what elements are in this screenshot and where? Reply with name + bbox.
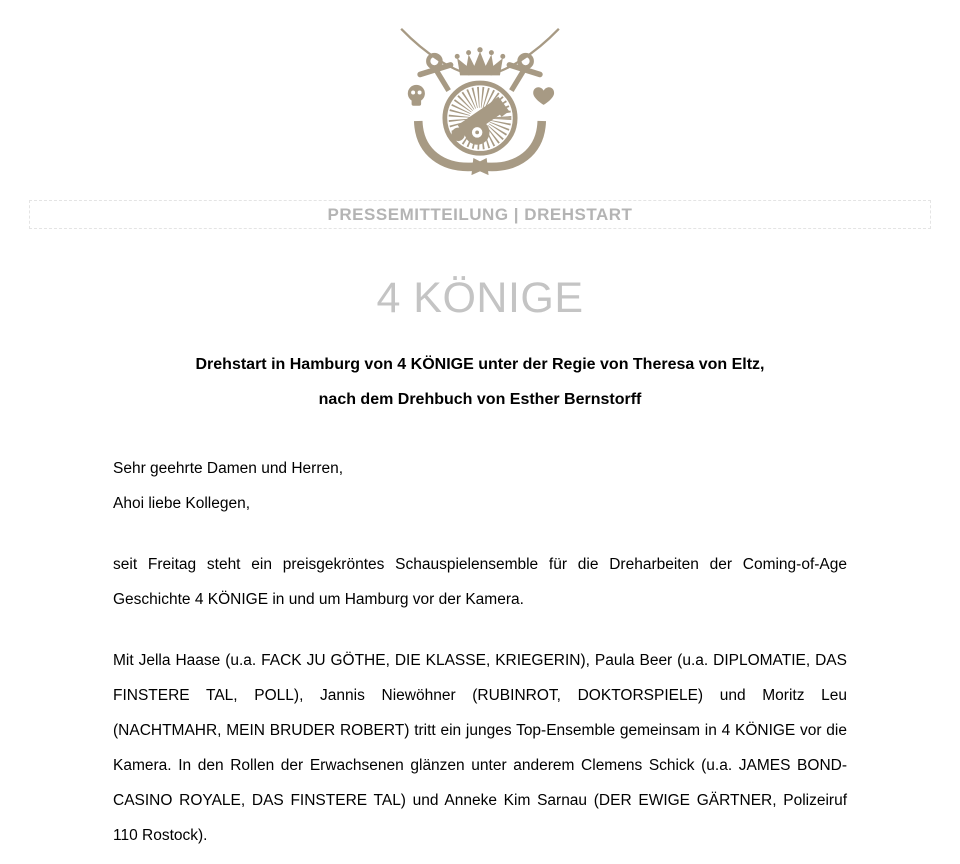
- page-title: 4 KÖNIGE: [376, 274, 584, 322]
- press-bar-label: PRESSEMITTEILUNG | DREHSTART: [327, 205, 633, 224]
- press-bar: [29, 200, 931, 229]
- greeting-line-1: Sehr geehrte Damen und Herren,: [113, 460, 344, 477]
- skull-icon: [408, 85, 425, 106]
- subtitle-line-2: nach dem Drehbuch von Esther Bernstorff: [318, 391, 642, 408]
- logo: [0, 0, 960, 178]
- paragraph-1: seit Freitag steht ein preisgekröntes Schauspielensemble für die Dreharbeiten der Coming-of-Age Geschichte 4 KÖNIGE in und um Hamburg vor der Kamera.: [113, 556, 847, 608]
- body-content: [113, 451, 847, 853]
- subtitle-line-1: Drehstart in Hamburg von 4 KÖNIGE unter der Regie von Theresa von Eltz,: [195, 356, 765, 373]
- subtitle: [0, 347, 960, 417]
- crown-icon: [457, 52, 503, 76]
- anchor-left-ring-icon: [428, 55, 440, 67]
- heart-icon: [533, 87, 554, 105]
- greeting-line-2: Ahoi liebe Kollegen,: [113, 495, 251, 512]
- anchor-right-ring-icon: [519, 55, 531, 67]
- greeting: [113, 451, 847, 521]
- studio-emblem-logo: [395, 26, 565, 178]
- paragraph-2: Mit Jella Haase (u.a. FACK JU GÖTHE, DIE KLASSE, KRIEGERIN), Paula Beer (u.a. DIPLOMATIE, DAS FINSTERE TAL, POLL), Jannis Niewöhner (RUBINROT, DOKTORSPIELE) und Moritz Leu (NACHTMAHR, MEIN BRUDER ROBERT) tritt ein junges Top-Ensemble gemeinsam in 4 KÖNIGE vor die Kamera. In den Rollen der Erwachsenen glänzen unter anderem Clemens Schick (u.a. JAMES BOND-CASINO ROYALE, DAS FINSTERE TAL) und Anneke Kim Sarnau (DER EWIGE GÄRTNER, Polizeiruf 110 Rostock).: [113, 652, 847, 844]
